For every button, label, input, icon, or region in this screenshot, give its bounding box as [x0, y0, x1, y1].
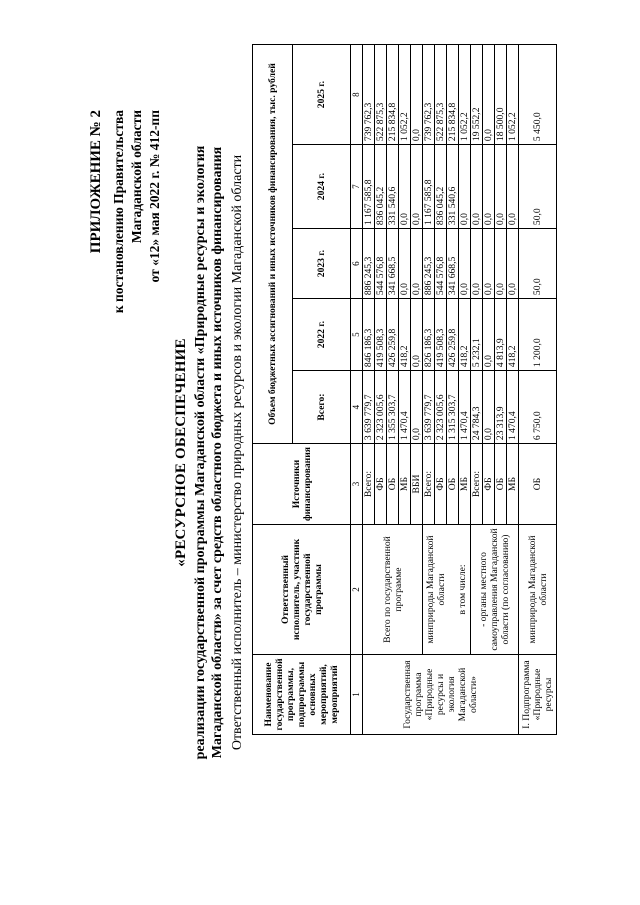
value-cell: 50,0 — [519, 145, 557, 229]
value-cell: 739 762,3 — [423, 45, 435, 145]
value-cell: 0,0 — [471, 229, 483, 299]
header-source: Источники финансирования — [253, 444, 351, 525]
value-cell: 0,0 — [411, 45, 423, 145]
index-cell: 6 — [351, 229, 363, 299]
value-cell: 1 052,2 — [507, 45, 519, 145]
header-2024: 2024 г. — [293, 145, 351, 229]
value-cell: 886 245,3 — [423, 229, 435, 299]
value-cell: 2 323 005,6 — [435, 371, 447, 444]
value-cell: 3 639 779,7 — [363, 371, 375, 444]
value-cell: 1 052,2 — [459, 45, 471, 145]
source-cell: ОБ — [519, 444, 557, 525]
value-cell: 341 668,5 — [387, 229, 399, 299]
index-cell: 8 — [351, 45, 363, 145]
source-cell: Всего: — [471, 444, 483, 525]
source-cell: Всего: — [363, 444, 375, 525]
group-subprogram-label: минприроды Магаданской области — [519, 525, 557, 655]
value-cell: 1 470,4 — [459, 371, 471, 444]
source-cell: ВБИ — [411, 444, 423, 525]
value-cell: 24 784,3 — [471, 371, 483, 444]
value-cell: 0,0 — [483, 299, 495, 371]
value-cell: 544 576,8 — [435, 229, 447, 299]
value-cell: 0,0 — [411, 299, 423, 371]
source-cell: ОБ — [447, 444, 459, 525]
value-cell: 0,0 — [471, 145, 483, 229]
value-cell: 23 313,9 — [495, 371, 507, 444]
index-cell: 7 — [351, 145, 363, 229]
header-name: Наименование государственной программы, подпрограммы основных мероприятий, мероприятий — [253, 655, 351, 735]
index-cell: 3 — [351, 444, 363, 525]
value-cell: 544 576,8 — [375, 229, 387, 299]
source-cell: ФБ — [483, 444, 495, 525]
value-cell: 1 315 303,7 — [447, 371, 459, 444]
index-cell: 4 — [351, 371, 363, 444]
source-cell: ОБ — [495, 444, 507, 525]
value-cell: 419 508,3 — [375, 299, 387, 371]
document-subtitle-1: реализации государственной программы Магаданской области «Природные ресурсы и экология — [193, 145, 208, 760]
value-cell: 0,0 — [399, 145, 411, 229]
appendix-line-4: от «12» мая 2022 г. № 412-пп — [147, 110, 162, 283]
value-cell: 331 540,6 — [387, 145, 399, 229]
value-cell: 419 508,3 — [435, 299, 447, 371]
value-cell: 0,0 — [411, 371, 423, 444]
subprogram-name-cell: I. Подпрограмма «Природные ресурсы — [519, 655, 557, 735]
appendix-line-2: к постановлению Правительства — [111, 110, 126, 314]
group-local-label: - органы местного самоуправления Магаданской области (по согласованию) — [471, 525, 519, 655]
group-total-label: Всего по государственной программе — [363, 525, 423, 655]
value-cell: 0,0 — [411, 145, 423, 229]
value-cell: 50,0 — [519, 229, 557, 299]
value-cell: 3 639 779,7 — [423, 371, 435, 444]
value-cell: 418,2 — [399, 299, 411, 371]
value-cell: 1 167 585,8 — [363, 145, 375, 229]
value-cell: 522 875,3 — [375, 45, 387, 145]
value-cell: 0,0 — [495, 229, 507, 299]
program-name-cell: Государственная программа «Природные ресурсы и экология Магаданской области» — [363, 655, 519, 735]
header-executor: Ответственный исполнитель, участник государственной программы — [253, 525, 351, 655]
value-cell: 0,0 — [459, 229, 471, 299]
appendix-line-3: Магаданской области — [129, 110, 144, 244]
source-cell: МБ — [507, 444, 519, 525]
value-cell: 19 552,2 — [471, 45, 483, 145]
value-cell: 341 668,5 — [447, 229, 459, 299]
value-cell: 0,0 — [483, 371, 495, 444]
responsible-executor: Ответственный исполнитель – министерство природных ресурсов и экологии Магаданской области — [230, 154, 245, 751]
value-cell: 836 045,2 — [375, 145, 387, 229]
value-cell: 2 323 005,6 — [375, 371, 387, 444]
value-cell: 331 540,6 — [447, 145, 459, 229]
value-cell: 1 355 303,7 — [387, 371, 399, 444]
appendix-number: ПРИЛОЖЕНИЕ № 2 — [88, 110, 104, 254]
value-cell: 215 834,8 — [387, 45, 399, 145]
value-cell: 418,2 — [507, 299, 519, 371]
value-cell: 0,0 — [459, 145, 471, 229]
header-2022: 2022 г. — [293, 299, 351, 371]
value-cell: 0,0 — [483, 45, 495, 145]
source-cell: ОБ — [387, 444, 399, 525]
document-title: «РЕСУРСНОЕ ОБЕСПЕЧЕНИЕ — [173, 338, 189, 567]
index-cell: 5 — [351, 299, 363, 371]
value-cell: 886 245,3 — [363, 229, 375, 299]
value-cell: 4 813,9 — [495, 299, 507, 371]
value-cell: 215 834,8 — [447, 45, 459, 145]
value-cell: 0,0 — [411, 229, 423, 299]
value-cell: 522 875,3 — [435, 45, 447, 145]
value-cell: 739 762,3 — [363, 45, 375, 145]
value-cell: 0,0 — [483, 145, 495, 229]
source-cell: ФБ — [435, 444, 447, 525]
value-cell: 1 052,2 — [399, 45, 411, 145]
source-cell: МБ — [459, 444, 471, 525]
value-cell: 426 259,8 — [387, 299, 399, 371]
including-label: в том числе: — [457, 564, 468, 615]
value-cell: 6 750,0 — [519, 371, 557, 444]
document-subtitle-2: Магаданской области» за счет средств областного бюджета и иных источников финансирования — [210, 146, 225, 759]
resource-table — [252, 44, 557, 735]
source-cell: МБ — [399, 444, 411, 525]
ministry-name: минприроды Магаданской области — [425, 535, 447, 644]
value-cell: 5 450,0 — [519, 45, 557, 145]
value-cell: 418,2 — [459, 299, 471, 371]
value-cell: 1 470,4 — [507, 371, 519, 444]
header-2023: 2023 г. — [293, 229, 351, 299]
source-cell: Всего: — [423, 444, 435, 525]
header-total: Всего: — [293, 371, 351, 444]
value-cell: 836 045,2 — [435, 145, 447, 229]
value-cell: 826 186,3 — [423, 299, 435, 371]
value-cell: 5 232,1 — [471, 299, 483, 371]
value-cell: 0,0 — [507, 145, 519, 229]
value-cell: 0,0 — [483, 229, 495, 299]
group-ministry-label — [423, 525, 471, 655]
source-cell: ФБ — [375, 444, 387, 525]
value-cell: 1 470,4 — [399, 371, 411, 444]
value-cell: 18 500,0 — [495, 45, 507, 145]
index-cell: 2 — [351, 525, 363, 655]
value-cell: 0,0 — [507, 229, 519, 299]
value-cell: 0,0 — [399, 229, 411, 299]
header-2025: 2025 г. — [293, 45, 351, 145]
value-cell: 0,0 — [495, 145, 507, 229]
value-cell: 1 200,0 — [519, 299, 557, 371]
index-cell: 1 — [351, 655, 363, 735]
value-cell: 1 167 585,8 — [423, 145, 435, 229]
value-cell: 846 186,3 — [363, 299, 375, 371]
header-volume: Объем бюджетных ассигнований и иных источников финансирования, тыс. рублей — [253, 45, 293, 444]
value-cell: 426 259,8 — [447, 299, 459, 371]
